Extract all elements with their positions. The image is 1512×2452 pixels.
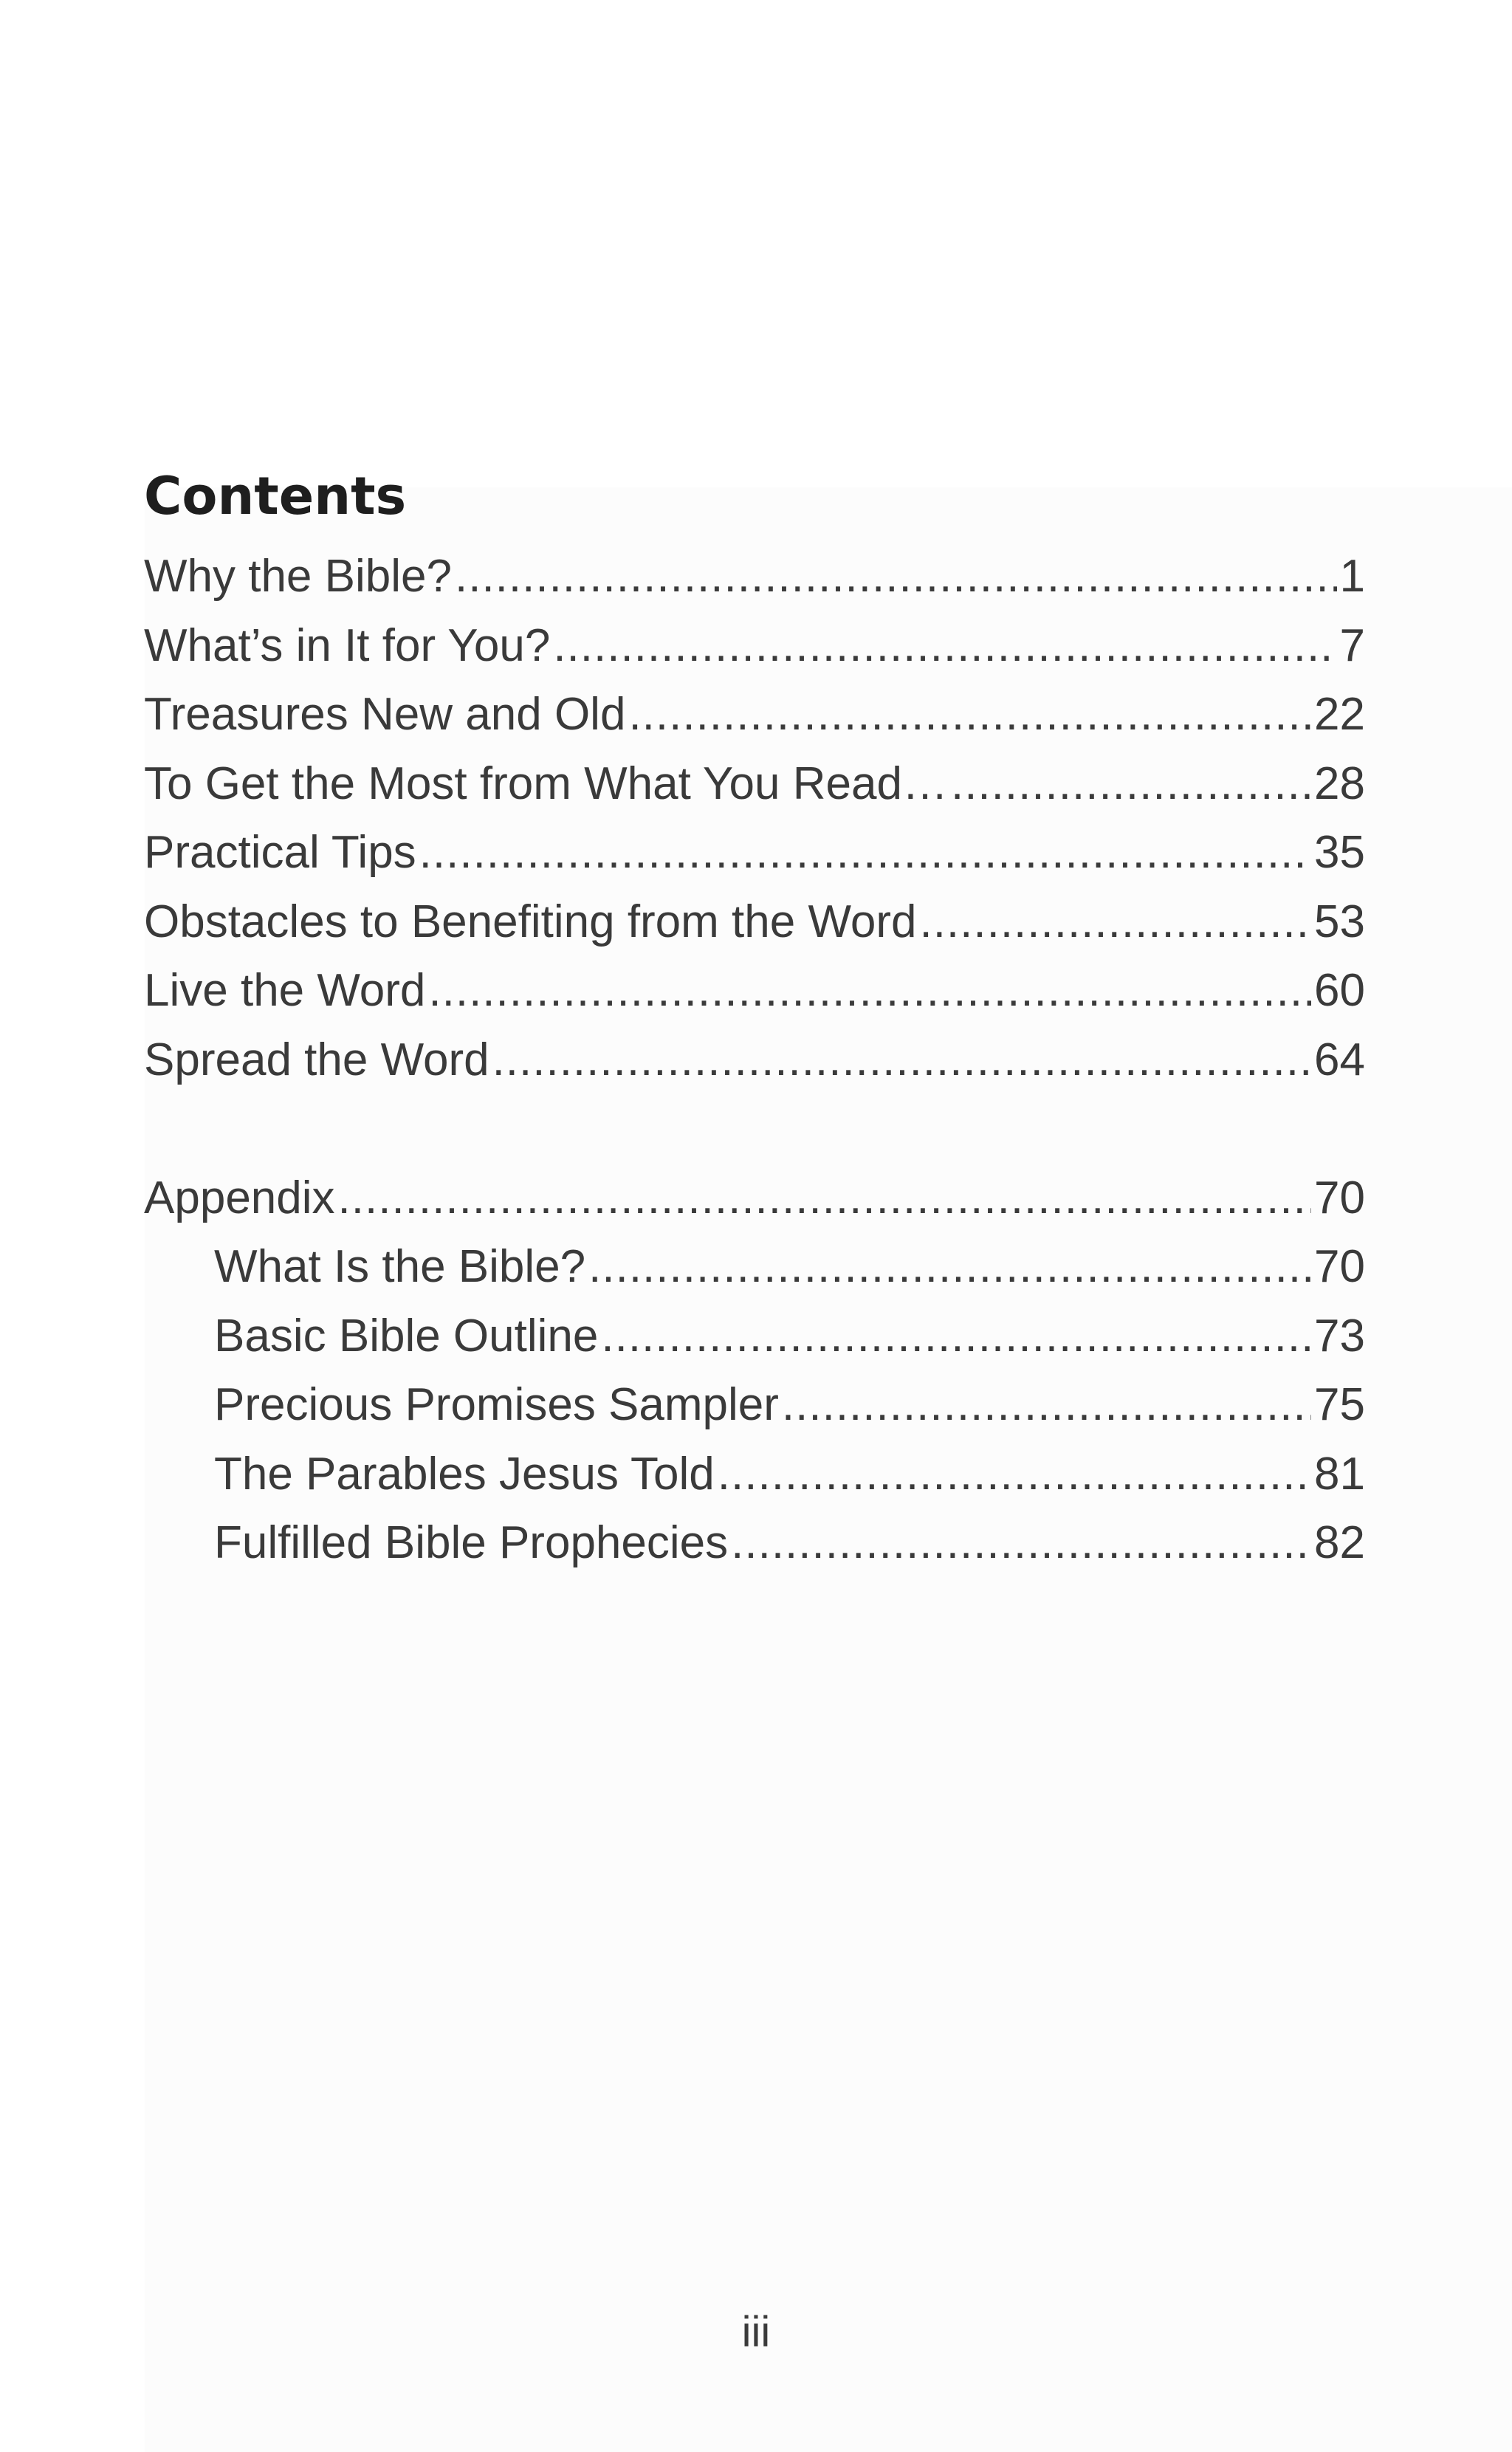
toc-entry-title: Why the Bible?	[144, 551, 452, 602]
toc-entry-title: Spread the Word	[144, 1034, 489, 1085]
toc-entry-title: The Parables Jesus Told	[214, 1448, 715, 1500]
toc-entry-why-the-bible	[144, 550, 1365, 619]
toc-entry-page: 28	[1314, 758, 1365, 809]
table-of-contents	[144, 550, 1365, 1586]
toc-entry-page: 35	[1314, 827, 1365, 878]
toc-entry-title: What’s in It for You?	[144, 619, 551, 671]
dot-leader	[553, 619, 1336, 672]
toc-entry-title: What Is the Bible?	[214, 1241, 586, 1292]
dot-leader	[601, 1310, 1311, 1362]
toc-entry-to-get-the-most	[144, 758, 1365, 827]
toc-entry-treasures-new-and-old	[144, 688, 1365, 758]
toc-entry-page: 75	[1314, 1379, 1365, 1430]
dot-leader	[919, 896, 1311, 948]
toc-entry-page: 53	[1314, 896, 1365, 947]
dot-leader	[428, 964, 1311, 1017]
dot-leader	[951, 758, 1311, 810]
toc-entry-page: 7	[1339, 619, 1365, 671]
toc-entry-obstacles	[144, 896, 1365, 965]
toc-entry-page: 60	[1314, 965, 1365, 1016]
toc-entry-page: 70	[1314, 1241, 1365, 1292]
toc-subentry-precious-promises	[144, 1378, 1365, 1448]
toc-entry-whats-in-it-for-you	[144, 619, 1365, 689]
toc-entry-page: 70	[1314, 1172, 1365, 1223]
toc-subentry-parables	[144, 1448, 1365, 1517]
toc-entry-title: To Get the Most from What You Read…	[144, 758, 948, 809]
page-number: iii	[741, 2308, 771, 2356]
toc-entry-title: Precious Promises Sampler	[214, 1379, 779, 1430]
dot-leader	[492, 1034, 1311, 1086]
toc-subentry-basic-bible-outline	[144, 1310, 1365, 1379]
toc-entry-title: Obstacles to Benefiting from the Word	[144, 896, 917, 947]
toc-entry-title: Appendix	[144, 1172, 335, 1223]
contents-heading: Contents	[144, 466, 407, 526]
toc-entry-spread-the-word	[144, 1034, 1365, 1103]
toc-entry-page: 1	[1339, 551, 1365, 602]
toc-entry-appendix	[144, 1172, 1365, 1241]
dot-leader	[455, 550, 1337, 602]
dot-leader	[588, 1240, 1311, 1293]
toc-entry-title: Treasures New and Old	[144, 689, 626, 740]
dot-leader	[628, 688, 1311, 741]
toc-entry-practical-tips	[144, 826, 1365, 896]
toc-entry-title: Fulfilled Bible Prophecies	[214, 1517, 729, 1568]
dot-leader	[782, 1378, 1311, 1431]
toc-entry-title: Live the Word	[144, 965, 426, 1016]
dot-leader	[338, 1172, 1311, 1224]
toc-entry-page: 82	[1314, 1517, 1365, 1568]
toc-entry-title: Basic Bible Outline	[214, 1310, 599, 1361]
toc-entry-live-the-word	[144, 964, 1365, 1034]
toc-subentry-fulfilled-prophecies	[144, 1517, 1365, 1586]
dot-leader	[718, 1448, 1311, 1500]
toc-entry-page: 22	[1314, 689, 1365, 740]
toc-entry-title: Practical Tips	[144, 827, 416, 878]
toc-entry-page: 81	[1314, 1448, 1365, 1500]
toc-entry-page: 73	[1314, 1310, 1365, 1361]
toc-entry-page: 64	[1314, 1034, 1365, 1085]
dot-leader	[731, 1517, 1311, 1569]
toc-subentry-what-is-the-bible	[144, 1240, 1365, 1310]
dot-leader	[419, 826, 1311, 879]
